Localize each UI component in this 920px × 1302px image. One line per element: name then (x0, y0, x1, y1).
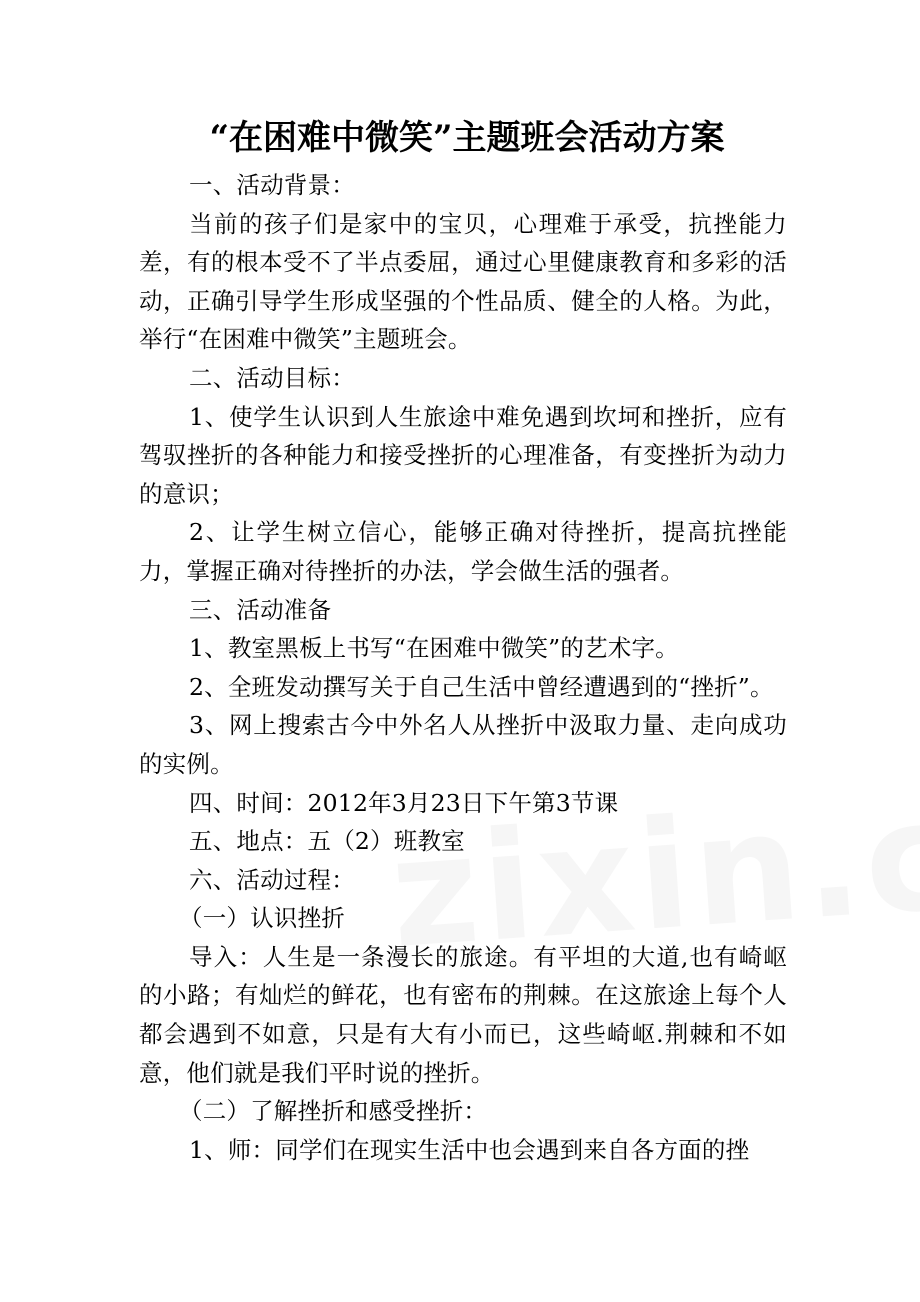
section-heading-preparation: 三、活动准备 (189, 595, 332, 624)
section-heading-time: 四、时间：2012年3月23日下午第3节课 (189, 788, 619, 817)
document-body (139, 166, 787, 1169)
paragraph-goal-2: 2、让学生树立信心，能够正确对待挫折，提高抗挫能力，掌握正确对待挫折的办法，学会做生活的强者。 (139, 518, 787, 585)
paragraph-background: 当前的孩子们是家中的宝贝，心理难于承受，抗挫能力差，有的根本受不了半点委屈，通过心里健康教育和多彩的活动，正确引导学生形成坚强的个性品质、健全的人格。为此，举行“在困难中微笑”主题班会。 (139, 209, 787, 354)
subsection-heading-understand: （一）认识挫折 (179, 904, 345, 933)
paragraph-preparation-2: 2、全班发动撰写关于自己生活中曾经遭遇到的“挫折”。 (189, 672, 774, 701)
paragraph-teacher: 1、师：同学们在现实生活中也会遇到来自各方面的挫 (189, 1135, 750, 1164)
subsection-heading-experience: （二）了解挫折和感受挫折： (179, 1097, 488, 1126)
paragraph-goal-1: 1、使学生认识到人生旅途中难免遇到坎坷和挫折，应有驾驭挫折的各种能力和接受挫折的心理准备，有变挫折为动力的意识； (139, 402, 787, 508)
section-heading-goals: 二、活动目标： (189, 363, 355, 392)
paragraph-introduction: 导入：人生是一条漫长的旅途。有平坦的大道,也有崎岖的小路；有灿烂的鲜花，也有密布的荆棘。在这旅途上每个人都会遇到不如意，只是有大有小而已，这些崎岖.荆棘和不如意，他们就是我们平时说的挫折。 (139, 942, 787, 1087)
section-heading-process: 六、活动过程： (189, 865, 355, 894)
paragraph-preparation-1: 1、教室黑板上书写“在困难中微笑”的艺术字。 (189, 634, 679, 663)
section-heading-location: 五、地点：五（2）班教室 (189, 827, 465, 856)
document-title: “在困难中微笑”主题班会活动方案 (209, 118, 725, 158)
section-heading-background: 一、活动背景： (189, 171, 355, 199)
paragraph-preparation-3: 3、网上搜索古今中外名人从挫折中汲取力量、走向成功的实例。 (139, 711, 787, 778)
